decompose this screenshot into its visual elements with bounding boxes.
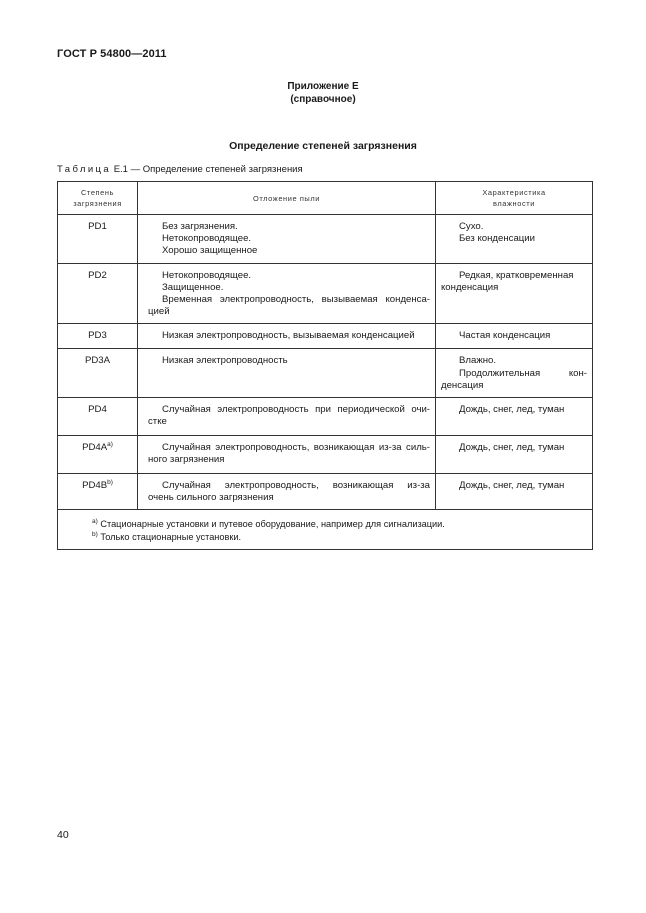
humidity-line: Редкая, кратковременная (459, 269, 574, 281)
deposit-line: ного загрязнения (148, 454, 225, 466)
row-code (58, 349, 138, 398)
row-code-text: PD1 (88, 221, 107, 232)
section-title: Определение степеней загрязнения (229, 140, 417, 152)
humidity-line: Частая конденсация (459, 330, 551, 342)
footnotes (58, 510, 593, 550)
table-caption-prefix: Таблица (57, 164, 112, 175)
deposit-line: стке (148, 416, 167, 428)
deposit-line: Низкая электропроводность (162, 355, 288, 367)
row-code-text: PD4A (82, 442, 108, 454)
deposit-line: Нетокопроводящее. (162, 269, 252, 281)
header-humidity-line2: влажности (493, 199, 535, 208)
row-humidity (436, 324, 593, 349)
row-code (58, 263, 138, 324)
header-humidity-line1: Характеристика (482, 188, 546, 197)
deposit-line: Временная электропроводность, вызываемая конденса- (162, 294, 430, 306)
table-row (58, 215, 593, 264)
page-number: 40 (57, 829, 69, 841)
row-code-text: PD2 (88, 269, 107, 281)
table-row (58, 324, 593, 349)
row-deposit (138, 349, 436, 398)
footnote-mark: a) (107, 441, 113, 449)
humidity-line: денсация (441, 379, 484, 391)
footnote (92, 518, 587, 531)
header-deposit: Отложение пыли (138, 182, 436, 215)
footnote-text: Стационарные установки и путевое оборудование, например для сигнализации. (97, 519, 445, 530)
footnote-mark: a) (92, 518, 98, 526)
header-degree-line2: загрязнения (73, 199, 122, 208)
humidity-line: Без конденсации (459, 233, 536, 245)
footnotes-row (58, 510, 593, 550)
header-degree (58, 182, 138, 215)
row-deposit (138, 436, 436, 474)
row-humidity (436, 349, 593, 398)
table-row (58, 398, 593, 436)
row-humidity (436, 263, 593, 324)
table-row (58, 436, 593, 474)
table-header-row (58, 182, 593, 215)
row-code (58, 324, 138, 349)
row-deposit (138, 215, 436, 264)
deposit-line: Защищенное. (162, 281, 224, 293)
deposit-line: цией (148, 306, 170, 318)
deposit-line: Случайная электропроводность, возникающая из-за силь- (162, 442, 430, 454)
humidity-line: Сухо. (459, 221, 484, 232)
row-code-text: PD4B (82, 480, 108, 492)
appendix-note: (справочное) (290, 94, 356, 105)
row-humidity (436, 436, 593, 474)
row-humidity (436, 474, 593, 510)
row-code (58, 215, 138, 264)
row-deposit (138, 324, 436, 349)
standard-number: ГОСТ Р 54800—2011 (57, 48, 167, 60)
deposit-line: Случайная электропроводность, возникающая из-за (162, 480, 430, 492)
row-code-text: PD3A (84, 355, 111, 367)
footnote (92, 531, 587, 544)
appendix-title: Приложение Е (287, 81, 359, 92)
deposit-line: Низкая электропроводность, вызываемая конденсацией (162, 330, 415, 342)
humidity-line: Влажно. (459, 355, 497, 367)
table-caption (57, 164, 303, 175)
header-degree-line1: Степень (81, 188, 114, 197)
row-code (58, 474, 138, 510)
row-humidity (436, 398, 593, 436)
humidity-line: конденсация (441, 281, 499, 293)
deposit-line: очень сильного загрязнения (148, 492, 274, 504)
deposit-line: Случайная электропроводность при периодической очи- (162, 404, 430, 416)
footnote-text: Только стационарные установки. (97, 531, 242, 542)
humidity-line: Дождь, снег, лед, туман (459, 442, 565, 454)
row-deposit (138, 263, 436, 324)
footnote-mark: b) (107, 479, 113, 487)
table-row (58, 474, 593, 510)
humidity-line: Дождь, снег, лед, туман (459, 404, 565, 416)
pollution-degree-table (57, 181, 593, 550)
row-code-text: PD3 (88, 330, 107, 342)
row-deposit (138, 398, 436, 436)
deposit-line: Без загрязнения. (162, 221, 238, 232)
deposit-line: Нетокопроводящее. (162, 233, 252, 245)
table-caption-text: Е.1 — Определение степеней загрязнения (111, 164, 303, 175)
table-row (58, 263, 593, 324)
row-code (58, 398, 138, 436)
humidity-line: Продолжительная кон- (459, 367, 587, 379)
table-row (58, 349, 593, 398)
deposit-line: Хорошо защищенное (162, 245, 258, 257)
row-humidity (436, 215, 593, 264)
row-code (58, 436, 138, 474)
row-deposit (138, 474, 436, 510)
humidity-line: Дождь, снег, лед, туман (459, 480, 565, 492)
row-code-text: PD4 (88, 404, 107, 416)
header-humidity (436, 182, 593, 215)
footnote-mark: b) (92, 530, 98, 538)
